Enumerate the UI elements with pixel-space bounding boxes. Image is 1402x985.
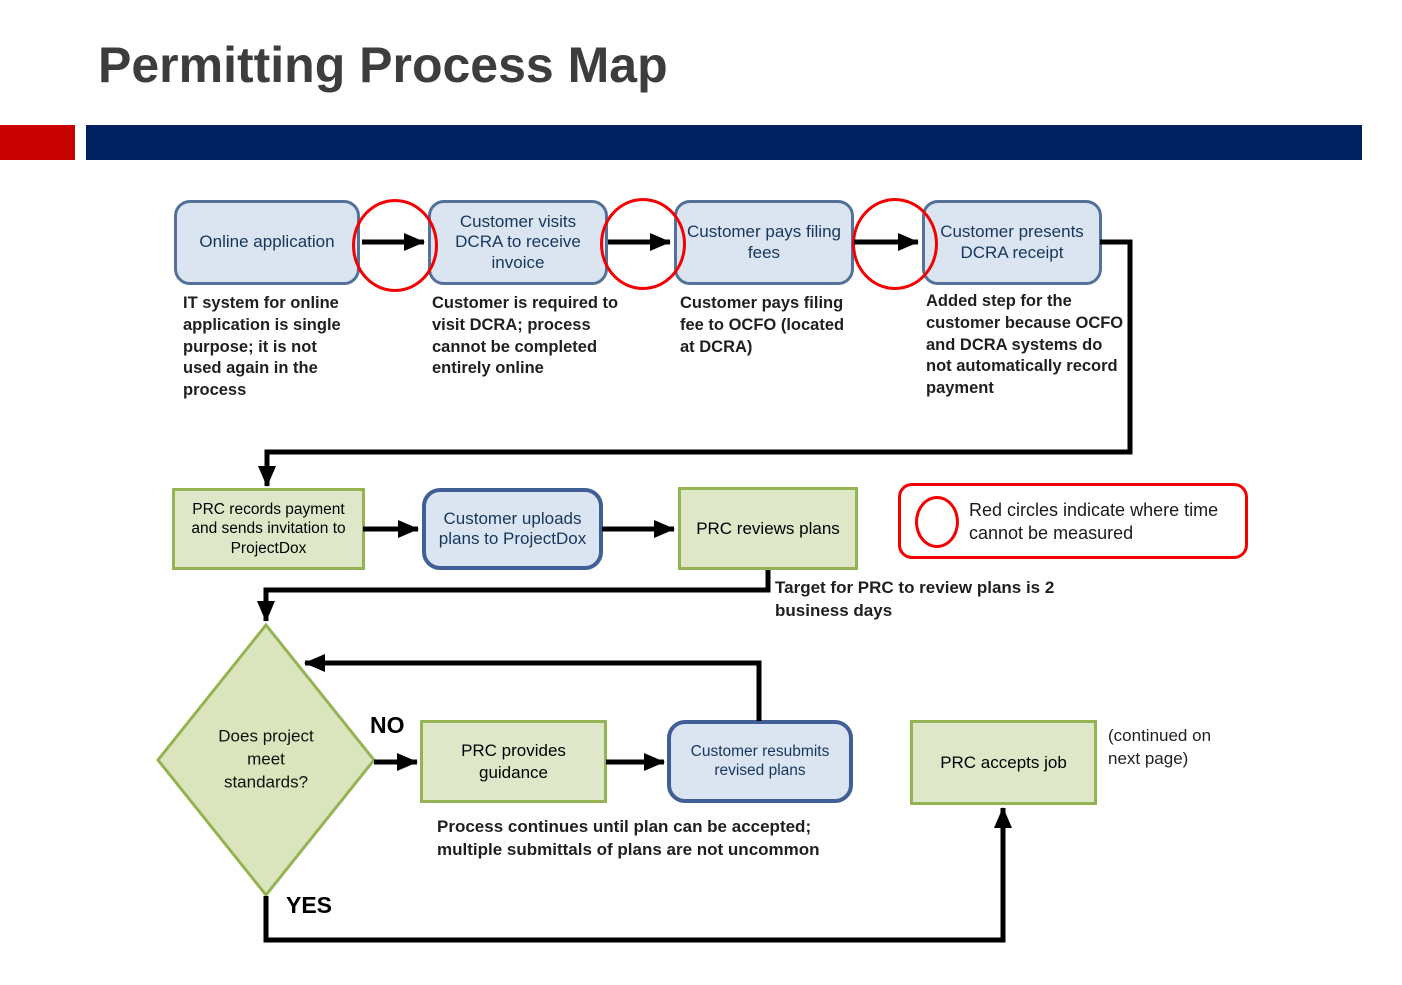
process-box-prc-records-payment: PRC records payment and sends invitation to ProjectDox [172, 488, 365, 570]
red-accent-block [0, 125, 75, 160]
page-title: Permitting Process Map [98, 37, 668, 93]
note-review-target: Target for PRC to review plans is 2 business days [775, 578, 1055, 620]
decision-diamond-meets-standards [156, 623, 376, 897]
process-box-prc-provides-guidance: PRC provides guidance [420, 720, 607, 803]
time-gap-circle-2 [600, 198, 686, 290]
legend-text: Red circles indicate where time cannot be measured [969, 500, 1219, 544]
process-box-online-application: Online application [174, 200, 360, 285]
note-continued: (continued on next page) [1108, 726, 1212, 768]
branch-label-no: NO [370, 712, 405, 738]
process-box-customer-presents-receipt: Customer presents DCRA receipt [922, 200, 1102, 285]
process-box-customer-resubmits: Customer resubmits revised plans [667, 720, 853, 803]
caption-customer-presents-receipt: Added step for the customer because OCFO and DCRA systems do not automatically record payment [926, 292, 1124, 398]
process-box-prc-reviews-plans: PRC reviews plans [678, 487, 858, 570]
navy-accent-bar [86, 125, 1362, 160]
time-gap-circle-3 [852, 198, 938, 290]
decision-label: Does project meet standards? [218, 726, 314, 792]
caption-customer-visits-dcra: Customer is required to visit DCRA; process cannot be completed entirely online [432, 294, 619, 378]
note-resubmit: Process continues until plan can be accepted; multiple submittals of plans are not uncommon [437, 817, 820, 859]
process-box-customer-uploads-plans: Customer uploads plans to ProjectDox [422, 488, 603, 570]
caption-online-application: IT system for online application is single purpose; it is not used again in the process [183, 294, 341, 400]
arrow-review-to-decision [266, 570, 768, 621]
caption-customer-pays-fees: Customer pays filing fee to OCFO (located at DCRA) [680, 294, 845, 356]
process-box-customer-visits-dcra: Customer visits DCRA to receive invoice [428, 200, 608, 285]
legend-box [898, 483, 1248, 559]
red-circle-icon [915, 496, 959, 548]
time-gap-circle-1 [352, 199, 438, 292]
process-box-prc-accepts-job: PRC accepts job [910, 720, 1097, 805]
branch-label-yes: YES [286, 892, 333, 918]
process-box-customer-pays-fees: Customer pays filing fees [674, 200, 854, 285]
